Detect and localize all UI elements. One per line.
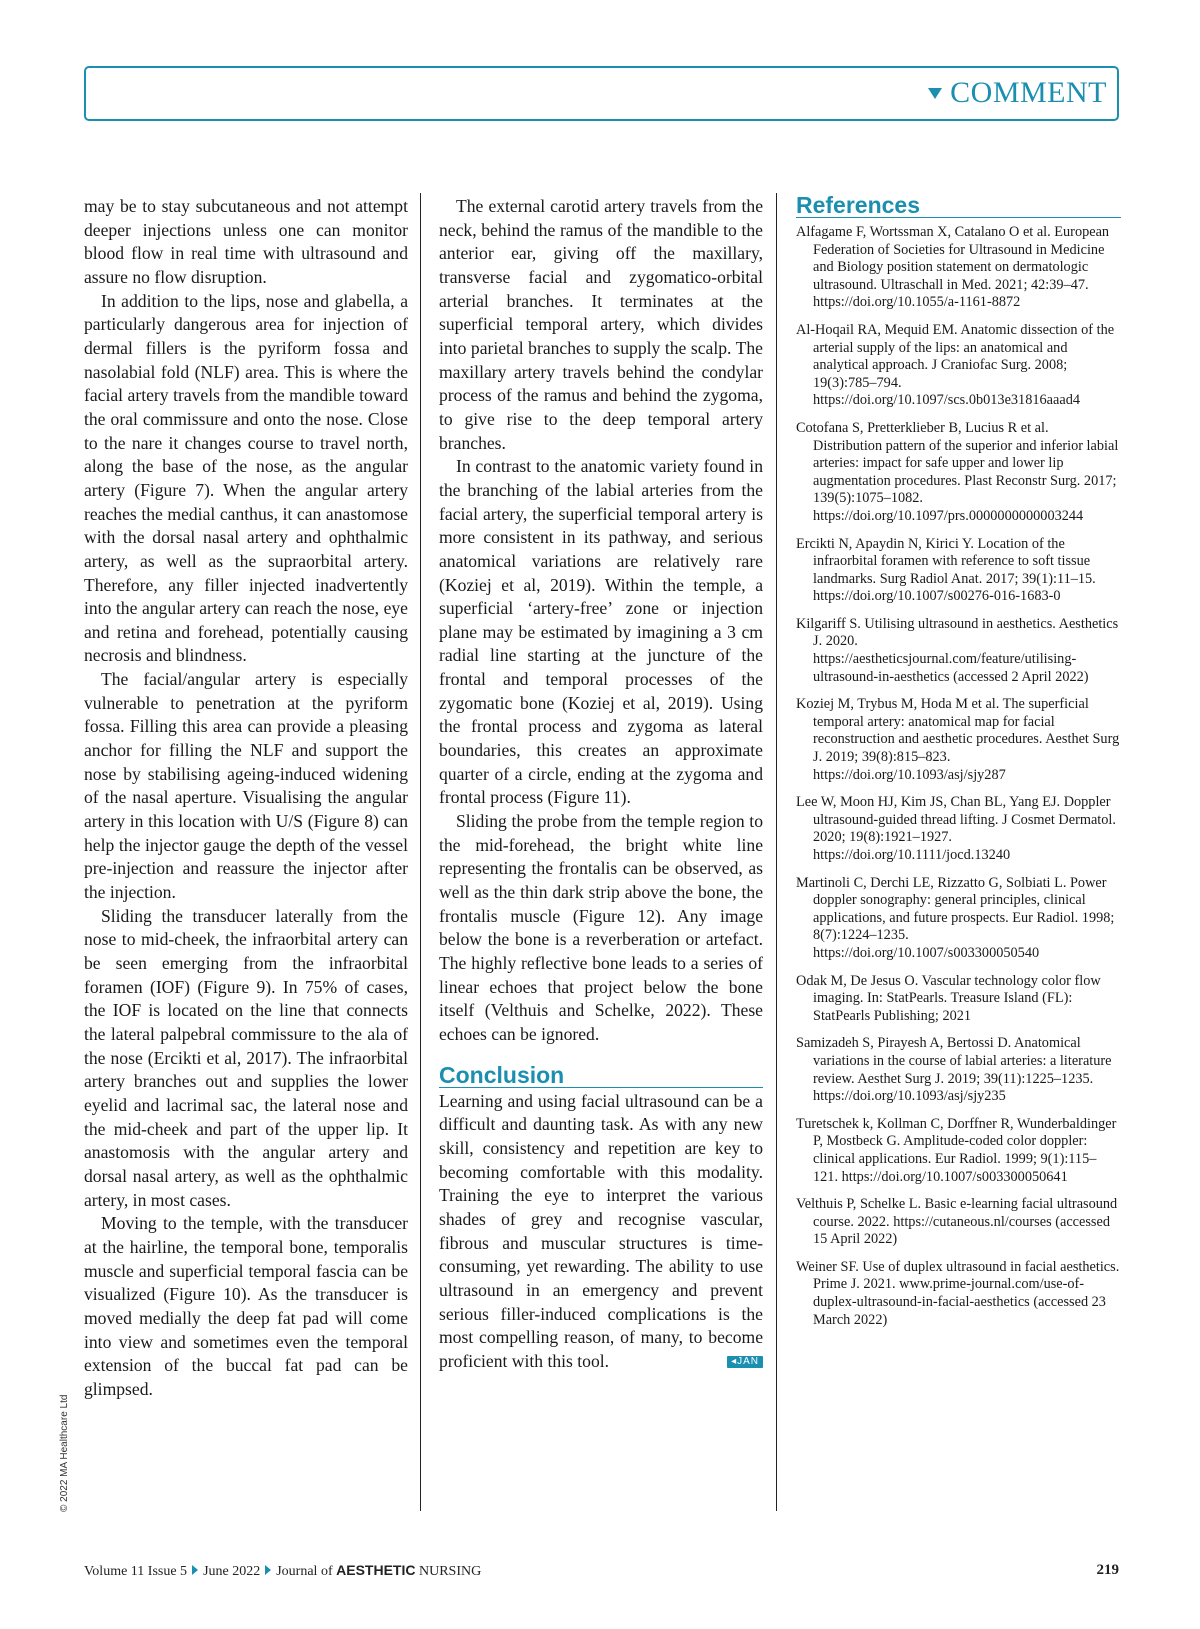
column-divider [776, 193, 777, 1511]
conclusion-text [439, 1090, 763, 1374]
reference-item: Al-Hoqail RA, Mequid EM. Anatomic dissection of the arterial supply of the lips: an anatomical and analytical approach. J Craniofac Surg. 2008; 19(3):785–794. https://doi.org/10.1097/scs.0b013e31816aaad4 [796, 321, 1115, 409]
page-footer [84, 1562, 1119, 1580]
reference-item: Samizadeh S, Pirayesh A, Bertossi D. Anatomical variations in the course of labial arteries: a literature review. Aesthet Surg J. 2019; 39(11):1225–1235. https://doi.org/10.1093/asj/sjy235 [796, 1035, 1112, 1105]
page-number: 219 [1096, 1562, 1119, 1578]
paragraph: Sliding the transducer laterally from the nose to mid-cheek, the infraorbital artery can be seen emerging from the infraorbital foramen (IOF) (Figure 9). In 75% of cases, the IOF is located on the line that connects the lateral palpebral commissure to the ala of the nose (Ercikti et al, 2017). The infraorbital artery branches out and supplies the lower eyelid and lacrimal sac, the lateral nose and the mid-cheek and part of the upper lip. It anastomosis with the angular artery and dorsal nasal artery, as well as the ophthalmic artery, in most cases. [84, 905, 408, 1210]
body-column-1 [84, 195, 408, 1401]
reference-item: Velthuis P, Schelke L. Basic e-learning facial ultrasound course. 2022. https://cutaneous.nl/courses (accessed 15 April 2022) [796, 1196, 1118, 1248]
triangle-down-icon [928, 88, 942, 99]
paragraph: Moving to the temple, with the transducer at the hairline, the temporal bone, temporalis muscle and superficial temporal fascia can be visualized (Figure 10). As the transducer is moved medially the deep fat pad will come into view and sometimes even the temporal extension of the buccal fat pad can be glimpsed. [84, 1213, 408, 1399]
paragraph: The facial/angular artery is especially vulnerable to penetration at the pyriform fossa. Filling this area can provide a pleasing anchor for filling the NLF and support the nose by stabilising ageing-induced widening of the nasal aperture. Visualising the angular artery in this location with U/S (Figure 8) can help the injector gauge the depth of the vessel pre-injection and reassure the injector after the injection. [84, 669, 408, 903]
reference-item: Weiner SF. Use of duplex ultrasound in facial aesthetics. Prime J. 2021. www.prime-journal.com/use-of-duplex-ultrasound-in-facial-aesthetics (accessed 23 March 2022) [796, 1258, 1120, 1328]
paragraph: In contrast to the anatomic variety found in the branching of the labial arteries from the facial artery, the superficial temporal artery is more consistent in its pathway, and serious anatomical variations are relatively rare (Koziej et al, 2019). Within the temple, a superficial ‘artery-free’ zone or injection plane may be estimated by imagining a 3 cm radial line starting at the juncture of the frontal and temporal processes of the zygomatic bone (Koziej et al, 2019). Using the frontal process and zygoma as lateral boundaries, this creates an approximate quarter of a circle, ending at the zygoma and frontal process (Figure 11). [439, 456, 763, 808]
reference-item: Ercikti N, Apaydin N, Kirici Y. Location of the infraorbital foramen with reference to soft tissue landmarks. Surg Radiol Anat. 2017; 39(1):11–15. https://doi.org/10.1007/s00276-016-1683-0 [796, 535, 1096, 605]
header-banner [84, 66, 1119, 121]
footer-journal-suffix: NURSING [418, 1564, 482, 1579]
conclusion-body: Learning and using facial ultrasound can be a difficult and daunting task. As with any new skill, consistency and repetition are key to becoming comfortable with this modality. Training the eye to interpret the various shades of grey and recognise vascular, fibrous and muscular structures is time-consuming, yet rewarding. The ability to use ultrasound in an emergency and prevent serious filler-induced complications is the most compelling reason, of many, to become proficient with this tool. [439, 1090, 763, 1371]
paragraph: In addition to the lips, nose and glabella, a particularly dangerous area for injection of dermal fillers is the pyriform fossa and nasolabial fold (NLF) area. This is where the facial artery travels from the mandible toward the oral commissure and onto the nose. Close to the nare it changes course to travel north, along the base of the nose, as the angular artery (Figure 7). When the angular artery reaches the medial canthus, it can anastomose with the dorsal nasal artery and ophthalmic artery, as well as the supraorbital artery. Therefore, any filler injected inadvertently into the angular artery can reach the nose, eye and retina and forehead, potentially causing necrosis and blindness. [84, 290, 408, 666]
body-column-2 [439, 195, 763, 1374]
reference-item: Turetschek k, Kollman C, Dorffner R, Wunderbaldinger P, Mostbeck G. Amplitude-coded color doppler: clinical applications. Eur Radiol. 1999; 9(1):115–121. https://doi.org/10.1007/s003300050641 [796, 1115, 1117, 1185]
footer-date: June 2022 [203, 1564, 261, 1579]
copyright-note: © 2022 MA Healthcare Ltd [59, 1394, 70, 1512]
section-tag [928, 76, 1107, 110]
conclusion-heading: Conclusion [439, 1063, 763, 1088]
footer-volume: Volume 11 Issue 5 [84, 1564, 188, 1579]
paragraph: The external carotid artery travels from the neck, behind the ramus of the mandible to the anterior ear, giving off the maxillary, transverse facial and zygomatico-orbital arterial branches. It terminates at the superficial temporal artery, which divides into parietal branches to supply the scalp. The maxillary artery travels behind the condylar process of the ramus and behind the zygoma, to give rise to the deep temporal artery branches. [439, 196, 763, 453]
section-label: COMMENT [950, 76, 1107, 109]
footer-journal-prefix: Journal of [276, 1564, 333, 1579]
references-section [796, 193, 1121, 1339]
paragraph: may be to stay subcutaneous and not attempt deeper injections unless one can monitor blood flow in real time with ultrasound and assure no flow disruption. [84, 196, 408, 287]
arrow-right-icon [192, 1565, 198, 1575]
reference-item: Kilgariff S. Utilising ultrasound in aesthetics. Aesthetics J. 2020. https://aestheticsjournal.com/feature/utilising-ultrasound-in-aesthetics (accessed 2 April 2022) [796, 615, 1119, 685]
column-divider [420, 193, 421, 1511]
arrow-right-icon [265, 1565, 271, 1575]
paragraph: Sliding the probe from the temple region to the mid-forehead, the bright white line representing the frontalis can be observed, as well as the thin dark strip above the bone, the frontalis muscle (Figure 12). Any image below the bone is a reverberation or artefact. The highly reflective bone leads to a series of linear echoes that project below the bone itself (Velthuis and Schelke, 2022). These echoes can be ignored. [439, 811, 763, 1044]
reference-item: Koziej M, Trybus M, Hoda M et al. The superficial temporal artery: anatomical map for facial reconstruction and aesthetic procedures. Aesthet Surg J. 2019; 39(8):815–823. https://doi.org/10.1093/asj/sjy287 [796, 696, 1120, 783]
reference-item: Lee W, Moon HJ, Kim JS, Chan BL, Yang EJ. Doppler ultrasound-guided thread lifting. J Cosmet Dermatol. 2020; 19(8):1921–1927. https://doi.org/10.1111/jocd.13240 [796, 794, 1116, 863]
footer-journal-strong: AESTHETIC [336, 1562, 416, 1578]
reference-item: Odak M, De Jesus O. Vascular technology color flow imaging. In: StatPearls. Treasure Island (FL): StatPearls Publishing; 2021 [796, 972, 1101, 1024]
reference-item: Alfagame F, Wortssman X, Catalano O et al. European Federation of Societies for Ultrasound in Medicine and Biology position statement on dermatologic ultrasound. Ultraschall in Med. 2021; 42:39–47. https://doi.org/10.1055/a-1161-8872 [796, 224, 1110, 311]
reference-item: Martinoli C, Derchi LE, Rizzatto G, Solbiati L. Power doppler sonography: general principles, clinical applications, and future prospects. Eur Radiol. 1998; 8(7):1224–1235. https://doi.org/10.1007/s003300050540 [796, 874, 1115, 961]
end-mark: ◂JAN [727, 1356, 763, 1368]
reference-item: Cotofana S, Pretterklieber B, Lucius R et al. Distribution pattern of the superior and inferior labial arteries: impact for safe upper and lower lip augmentation procedures. Plast Reconstr Surg. 2017; 139(5):1075–1082. https://doi.org/10.1097/prs.0000000000003244 [796, 419, 1119, 524]
references-heading: References [796, 193, 1121, 218]
